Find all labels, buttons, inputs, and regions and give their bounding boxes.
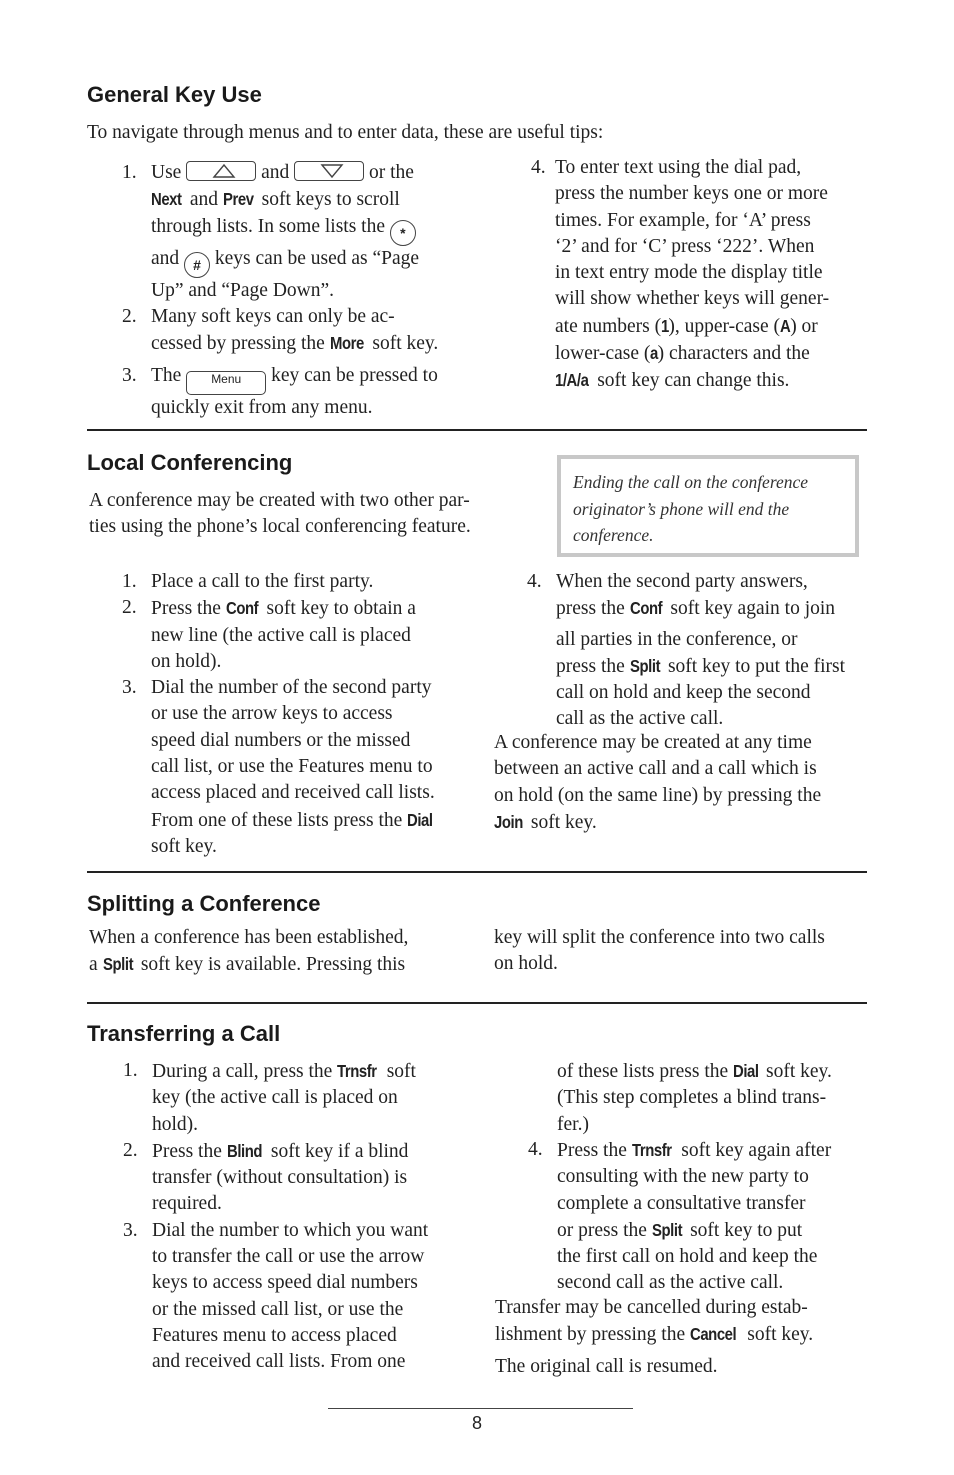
menu-key-icon: Menu [186, 371, 266, 395]
mode-indicator-numeric: 1 [661, 315, 669, 336]
soft-key-next: Next [151, 189, 182, 210]
general-list-left [122, 160, 467, 422]
footer-rule [328, 1408, 633, 1409]
soft-key-dial: Dial [407, 809, 433, 830]
star-key-icon: * [390, 220, 416, 246]
soft-key-trnsfr: Trnsfr [631, 1140, 672, 1160]
up-arrow-key-icon [186, 161, 256, 181]
list-item: 3. Dial the number to which you want to transfer the call or use the arrow keys to access speed dial numbers or the missed call list, or use the Features menu to access placed and received call lists. From one [123, 1219, 429, 1373]
list-item: 2. Press the Blind soft key if a blind transfer (without consultation) is required. [123, 1139, 409, 1215]
list-item: 1. Place a call to the first party. [122, 571, 374, 592]
mode-indicator-lowercase: a [650, 343, 659, 364]
local-list-left [122, 569, 467, 860]
soft-key-conf: Conf [629, 598, 662, 619]
local-join-paragraph: A conference may be created at any time between an active call and a call which is on hold (on the same line) by pressing the Join soft key. [494, 730, 821, 836]
general-intro: To navigate through menus and to enter data, these are useful tips: [87, 122, 604, 143]
section-heading-general-key-use: General Key Use [87, 82, 262, 107]
soft-key-dial: Dial [733, 1061, 759, 1081]
soft-key-split: Split [651, 1219, 682, 1240]
page-number: 8 [471, 1413, 482, 1433]
list-item: 4. Press the Trnsfr soft key again after consulting with the new party to complete a consultative transfer or press the Split soft key to put the first call on hold and keep the second call as the active call. [528, 1139, 832, 1294]
soft-key-blind: Blind [226, 1140, 262, 1161]
down-arrow-key-icon [294, 161, 364, 181]
local-intro: A conference may be created with two other par- ties using the phone’s local conferencing feature. [89, 490, 471, 538]
list-item: 4. When the second party answers, press the Conf soft key again to join all parties in the conference, or press the Split soft key to put the first call on hold and keep the second call as the active call. [527, 571, 846, 730]
soft-key-split: Split [629, 655, 660, 676]
local-list-right [527, 569, 872, 733]
soft-key-1-A-a: 1/A/a [555, 370, 589, 391]
soft-key-split: Split [102, 954, 133, 975]
general-list-right [531, 155, 871, 395]
section-divider [87, 871, 867, 873]
soft-key-join: Join [494, 811, 523, 832]
note-box: Ending the call on the conference originator’s phone will end the conference. [557, 455, 859, 557]
section-divider [87, 429, 867, 431]
section-divider [87, 1002, 867, 1004]
list-item: 3. The Menu key can be pressed to quickly exit from any menu. [122, 365, 438, 419]
soft-key-prev: Prev [222, 189, 254, 210]
transfer-cancel-paragraph: Transfer may be cancelled during estab- lishment by pressing the Cancel soft key. The original call is resumed. [495, 1297, 814, 1377]
list-item: 1. During a call, press the Trnsfr soft key (the active call is placed on hold). [123, 1060, 416, 1135]
section-heading-transferring: Transferring a Call [87, 1021, 281, 1046]
section-heading-local-conferencing: Local Conferencing [87, 450, 293, 475]
list-item: 2. Many soft keys can only be ac- cessed by pressing the More soft key. [122, 304, 467, 358]
soft-key-trnsfr: Trnsfr [337, 1061, 377, 1081]
hash-key-icon: # [184, 252, 210, 278]
transfer-list-right [528, 1137, 873, 1297]
soft-key-conf: Conf [225, 598, 258, 619]
list-item: 1. Use and or the Next and Prev soft keys to scroll through lists. In some lists the * and # keys can be used as “Page Up” and “Page Down”. [122, 162, 420, 301]
soft-key-more: More [329, 333, 364, 354]
transfer-item3-continued: of these lists press the Dial soft key. (This step completes a blind trans- fer.) [557, 1058, 832, 1138]
list-item: 2. Press the Conf soft key to obtain a new line (the active call is placed on hold). [122, 597, 416, 672]
list-item: 3. Dial the number of the second party or use the arrow keys to access speed dial numbers or the missed call list, or use the Features menu to access placed and received call lists. From one of these lists press the Dial soft key. [122, 677, 435, 857]
section-heading-splitting: Splitting a Conference [87, 891, 321, 916]
split-paragraph-right: key will split the conference into two calls on hold. [494, 927, 825, 975]
split-paragraph-left: When a conference has been established, a Split soft key is available. Pressing this [89, 925, 408, 979]
soft-key-cancel: Cancel [689, 1324, 737, 1345]
transfer-list-left [123, 1058, 468, 1376]
list-item: 4. To enter text using the dial pad, press the number keys one or more times. For example, for ‘A’ press ‘2’ and for ‘C’ press ‘222’. When in text entry mode the display title will show whether keys will gener- ate numbers (1), upper-case (A) or lower-case (a) characters and the 1/A/a soft key can change this. [531, 155, 871, 395]
mode-indicator-uppercase: A [780, 315, 791, 336]
